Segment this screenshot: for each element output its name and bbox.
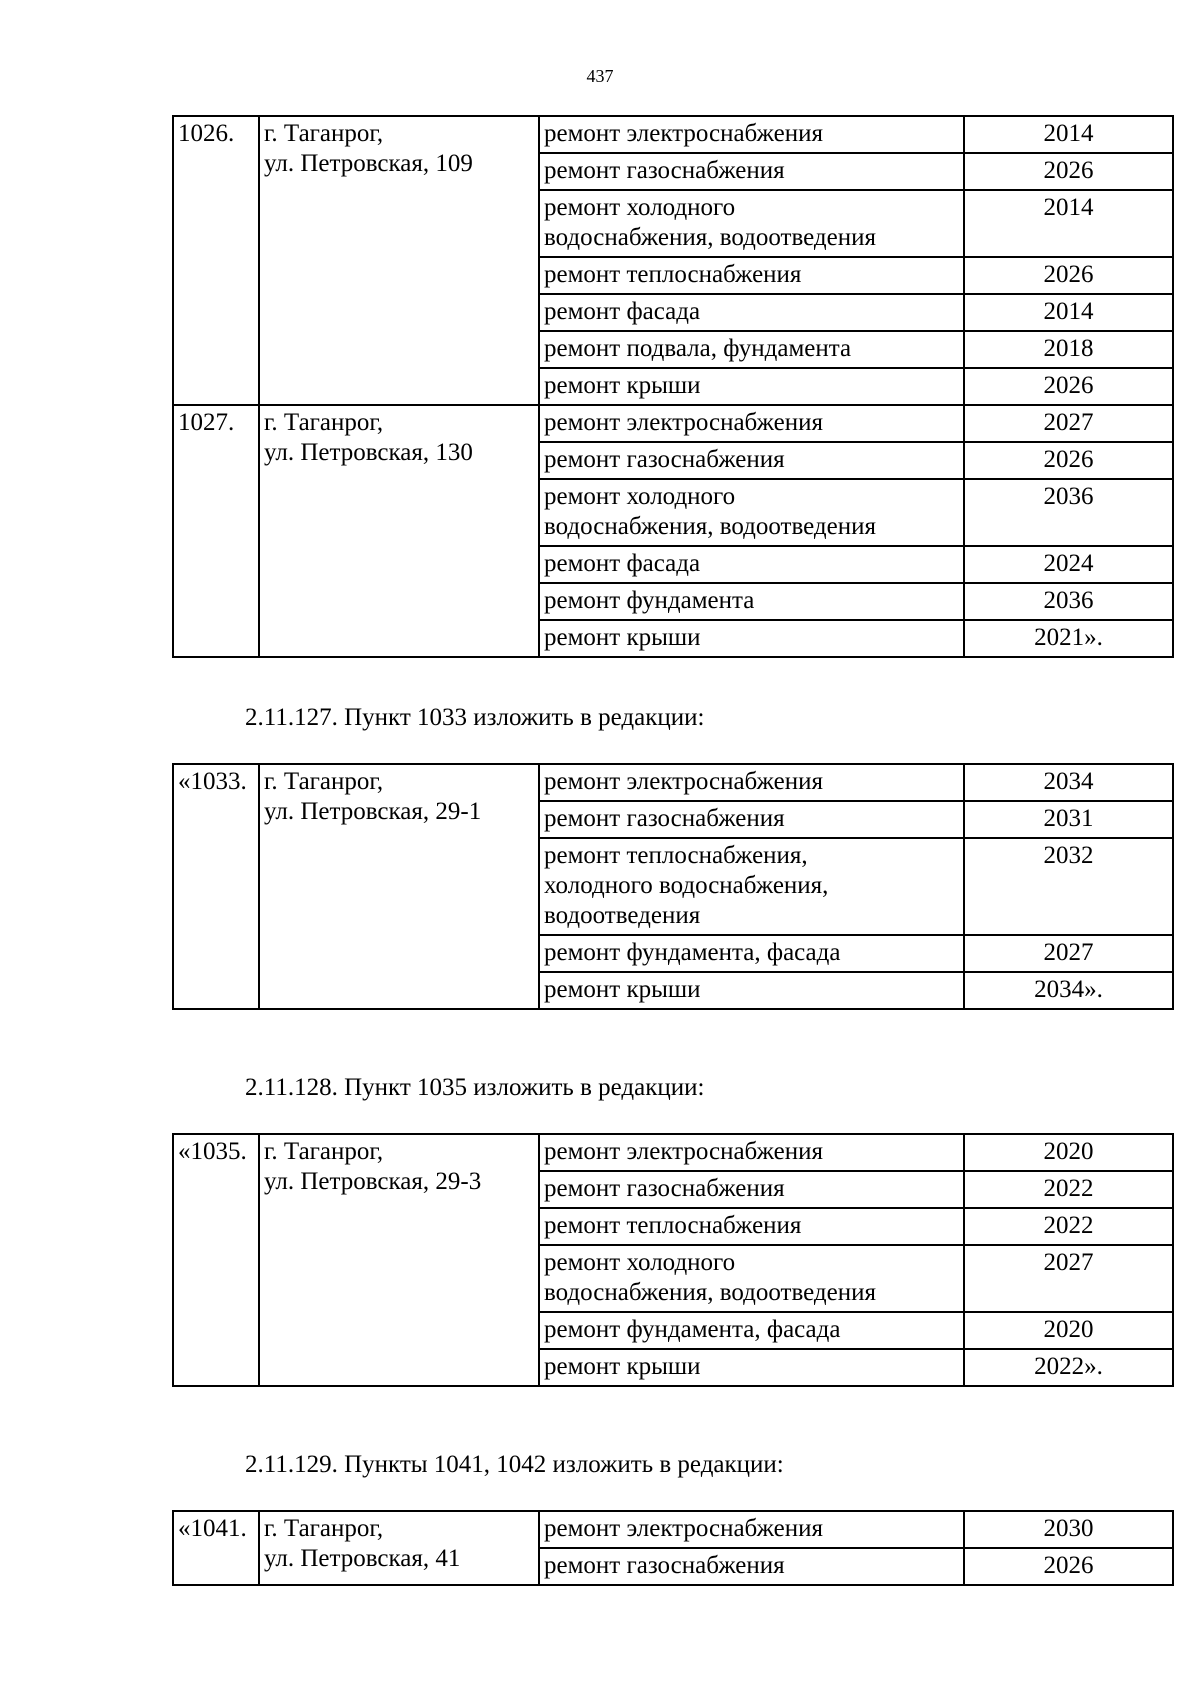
work-type-cell: ремонт электроснабжения: [539, 764, 964, 801]
work-type-cell: ремонт крыши: [539, 1349, 964, 1386]
year-cell: 2018: [964, 331, 1173, 368]
year-cell: 2020: [964, 1312, 1173, 1349]
year-cell: 2014: [964, 190, 1173, 257]
work-type-cell: ремонт теплоснабжения: [539, 257, 964, 294]
repair-table: [172, 1133, 1174, 1387]
repair-table-1035: [172, 1133, 1172, 1387]
address-cell: г. Таганрог, ул. Петровская, 29-1: [259, 764, 539, 1009]
work-type-cell: ремонт электроснабжения: [539, 1511, 964, 1548]
year-cell: 2021».: [964, 620, 1173, 657]
item-number: «1041.: [173, 1511, 259, 1585]
year-cell: 2032: [964, 838, 1173, 935]
repair-table-1026-1027: [172, 115, 1172, 658]
table-row: [173, 1511, 1173, 1548]
year-cell: 2036: [964, 583, 1173, 620]
year-cell: 2030: [964, 1511, 1173, 1548]
address-cell: г. Таганрог, ул. Петровская, 130: [259, 405, 539, 657]
table-row: [173, 1134, 1173, 1171]
year-cell: 2034».: [964, 972, 1173, 1009]
work-type-cell: ремонт газоснабжения: [539, 1171, 964, 1208]
year-cell: 2027: [964, 935, 1173, 972]
repair-table: [172, 763, 1174, 1010]
work-type-cell: ремонт газоснабжения: [539, 1548, 964, 1585]
year-cell: 2024: [964, 546, 1173, 583]
table-row: [173, 405, 1173, 442]
work-type-cell: ремонт холодного водоснабжения, водоотведения: [539, 190, 964, 257]
year-cell: 2026: [964, 153, 1173, 190]
year-cell: 2014: [964, 116, 1173, 153]
work-type-cell: ремонт газоснабжения: [539, 442, 964, 479]
year-cell: 2036: [964, 479, 1173, 546]
year-cell: 2034: [964, 764, 1173, 801]
year-cell: 2022: [964, 1208, 1173, 1245]
work-type-cell: ремонт газоснабжения: [539, 801, 964, 838]
year-cell: 2026: [964, 257, 1173, 294]
year-cell: 2026: [964, 1548, 1173, 1585]
address-cell: г. Таганрог, ул. Петровская, 109: [259, 116, 539, 405]
repair-table: [172, 1510, 1174, 1586]
repair-table-1041: [172, 1510, 1172, 1586]
work-type-cell: ремонт подвала, фундамента: [539, 331, 964, 368]
address-cell: г. Таганрог, ул. Петровская, 41: [259, 1511, 539, 1585]
item-number: 1026.: [173, 116, 259, 405]
year-cell: 2022: [964, 1171, 1173, 1208]
paragraph-2-11-128: 2.11.128. Пункт 1035 изложить в редакции:: [245, 1074, 705, 1101]
paragraph-2-11-129: 2.11.129. Пункты 1041, 1042 изложить в редакции:: [245, 1451, 784, 1478]
work-type-cell: ремонт электроснабжения: [539, 1134, 964, 1171]
repair-table: [172, 115, 1174, 658]
year-cell: 2022».: [964, 1349, 1173, 1386]
work-type-cell: ремонт крыши: [539, 368, 964, 405]
paragraph-2-11-127: 2.11.127. Пункт 1033 изложить в редакции:: [245, 704, 705, 731]
work-type-cell: ремонт крыши: [539, 972, 964, 1009]
work-type-cell: ремонт теплоснабжения, холодного водоснабжения, водоотведения: [539, 838, 964, 935]
work-type-cell: ремонт электроснабжения: [539, 116, 964, 153]
year-cell: 2026: [964, 368, 1173, 405]
page-number: 437: [586, 66, 614, 86]
work-type-cell: ремонт фундамента: [539, 583, 964, 620]
work-type-cell: ремонт фундамента, фасада: [539, 935, 964, 972]
year-cell: 2020: [964, 1134, 1173, 1171]
work-type-cell: ремонт крыши: [539, 620, 964, 657]
address-cell: г. Таганрог, ул. Петровская, 29-3: [259, 1134, 539, 1386]
table-row: [173, 116, 1173, 153]
work-type-cell: ремонт фасада: [539, 294, 964, 331]
work-type-cell: ремонт фундамента, фасада: [539, 1312, 964, 1349]
work-type-cell: ремонт газоснабжения: [539, 153, 964, 190]
year-cell: 2027: [964, 405, 1173, 442]
work-type-cell: ремонт электроснабжения: [539, 405, 964, 442]
table-row: [173, 764, 1173, 801]
item-number: 1027.: [173, 405, 259, 657]
year-cell: 2014: [964, 294, 1173, 331]
repair-table-1033: [172, 763, 1172, 1010]
year-cell: 2026: [964, 442, 1173, 479]
work-type-cell: ремонт холодного водоснабжения, водоотведения: [539, 1245, 964, 1312]
work-type-cell: ремонт фасада: [539, 546, 964, 583]
item-number: «1033.: [173, 764, 259, 1009]
item-number: «1035.: [173, 1134, 259, 1386]
work-type-cell: ремонт теплоснабжения: [539, 1208, 964, 1245]
work-type-cell: ремонт холодного водоснабжения, водоотведения: [539, 479, 964, 546]
year-cell: 2027: [964, 1245, 1173, 1312]
year-cell: 2031: [964, 801, 1173, 838]
